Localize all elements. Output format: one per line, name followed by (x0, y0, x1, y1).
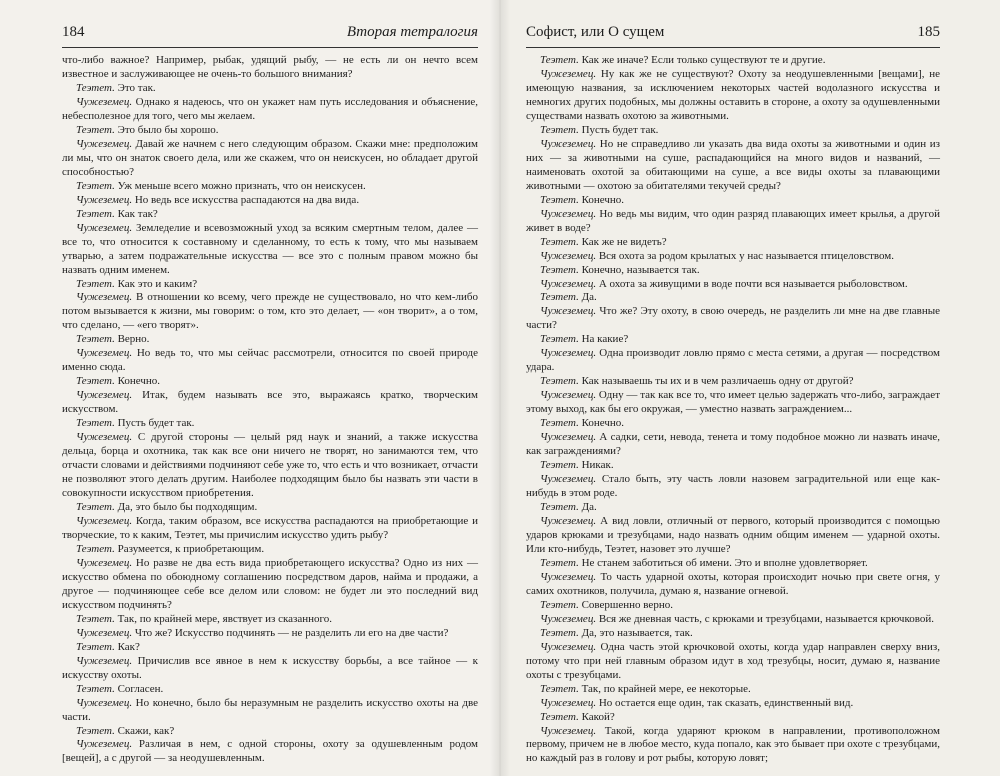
speaker-name: Чужеземец. (76, 654, 133, 667)
dialogue-paragraph (526, 389, 940, 417)
speech-text: Разумеется, к приобретающим. (117, 542, 265, 555)
dialogue-paragraph (62, 194, 478, 208)
dialogue-paragraph (526, 264, 940, 278)
speech-text: Но ведь мы видим, что один разряд плавающих имеет крылья, а другой живет в воде? (526, 207, 941, 234)
dialogue-paragraph (62, 641, 478, 655)
speech-text: Да. (581, 291, 597, 304)
dialogue-paragraph (62, 208, 478, 222)
speech-text: Конечно. (581, 193, 625, 206)
speech-text: Как называешь ты их и в чем различаешь одну от другой? (581, 375, 854, 388)
dialogue-paragraph (526, 515, 940, 557)
dialogue-paragraph (526, 697, 940, 711)
speech-text: Одну — так как все то, что имеет целью задержать что-либо, заграждает этому выход, как бы его окружая, — уместно назвать заграждением... (526, 389, 940, 416)
dialogue-paragraph (62, 389, 478, 417)
speaker-name: Теэтет. (76, 207, 115, 220)
speaker-name: Теэтет. (540, 598, 579, 611)
speaker-name: Чужеземец. (540, 277, 597, 290)
speech-text: В отношении ко всему, чего прежде не существовало, но что кем-либо потом вызывается к жизни, мы говорим: о том, кто это делает, — «он творит», а о том, что сделано, — «его творят». (62, 291, 478, 332)
speech-text: Да. (581, 501, 597, 513)
speaker-name: Чужеземец. (540, 431, 597, 444)
dialogue-paragraph (62, 655, 478, 683)
speaker-name: Чужеземец. (76, 738, 133, 751)
speaker-name: Чужеземец. (76, 193, 133, 206)
speech-text: что-либо важное? Например, рыбак, удящий рыбу, — не есть ли он нечто всем известное и заслуживающее не очень-то большого внимания? (62, 54, 478, 80)
speaker-name: Чужеземец. (76, 291, 133, 304)
dialogue-paragraph (62, 82, 478, 96)
dialogue-paragraph (526, 725, 940, 767)
dialogue-paragraph (526, 194, 940, 208)
speech-text: Однако я надеюсь, что он укажет нам путь исследования и объяснение, небесполезное для того, чего мы желаем. (62, 95, 478, 122)
right-page (500, 0, 1000, 776)
speaker-name: Теэтет. (540, 556, 579, 569)
dialogue-paragraph (62, 124, 478, 138)
speech-text: Это было бы хорошо. (117, 123, 219, 136)
speech-text: Конечно. (117, 375, 161, 388)
dialogue-paragraph (62, 431, 478, 501)
dialogue-paragraph (526, 375, 940, 389)
dialogue-paragraph (526, 291, 940, 305)
speech-text: А охота за живущими в воде почти вся называется рыболовством. (598, 277, 908, 290)
right-page-body (526, 54, 940, 766)
speech-text: Конечно, называется так. (581, 263, 700, 276)
speech-text: Давай же начнем с него следующим образом. Скажи мне: предположим ли мы, что он знаток своего дела, или же скажем, что он неискусен, но обладает другой способностью? (62, 137, 479, 178)
speech-text: Так, по крайней мере, ее некоторые. (581, 682, 751, 695)
dialogue-paragraph (62, 54, 478, 82)
speech-text: Совершенно верно. (581, 598, 673, 611)
dialogue-paragraph (526, 599, 940, 613)
speech-text: Итак, будем называть все это, выражаясь кратко, творческим искусством. (62, 389, 479, 416)
speech-text: Да, это называется, так. (581, 626, 693, 639)
dialogue-paragraph (526, 683, 940, 697)
speech-text: Вся охота за родом крылатых у нас называется птицеловством. (598, 249, 895, 262)
left-running-title: Вторая тетралогия (346, 24, 478, 40)
dialogue-paragraph (526, 459, 940, 473)
speech-text: Уж меньше всего можно признать, что он неискусен. (117, 179, 366, 192)
speaker-name: Чужеземец. (540, 137, 597, 150)
dialogue-paragraph (526, 627, 940, 641)
speech-text: С другой стороны — целый ряд наук и знаний, а также искусства дельца, борца и охотника, так как все они ничего не творят, но занимаются тем, что отчасти словами и действиями подчиняют себе уже то, что есть и что возникает, отчасти не позволяют этого делать другим. Наиболее подходящим было бы назвать эти части в совокупности искусством приобретения. (62, 431, 478, 500)
speech-text: Да, это было бы подходящим. (117, 501, 258, 513)
speech-text: Стало быть, эту часть ловли назовем заградительной или еще как-нибудь в этом роде. (526, 473, 941, 500)
speaker-name: Теэтет. (76, 724, 115, 737)
speech-text: Что же? Искусство подчинять — не разделить ли его на две части? (134, 626, 449, 639)
speech-text: Земледелие и всевозможный уход за всяким смертным телом, далее — все то, что относится к составному и сделанному, то есть к тому, что мы называем утварью, а затем подражательные искусства — все это с полным правом можно бы назвать одним именем. (62, 221, 479, 276)
dialogue-paragraph (526, 347, 940, 375)
dialogue-paragraph (526, 250, 940, 264)
speaker-name: Теэтет. (76, 501, 115, 513)
speech-text: Как же иначе? Если только существуют те и другие. (581, 54, 826, 66)
dialogue-paragraph (62, 333, 478, 347)
speaker-name: Чужеземец. (76, 514, 133, 527)
speaker-name: Теэтет. (76, 682, 115, 695)
speech-text: А садки, сети, невода, тенета и тому подобное можно ли назвать иначе, как заграждениями? (526, 431, 941, 458)
speaker-name: Чужеземец. (76, 431, 133, 444)
speech-text: То часть ударной охоты, которая происходит ночью при свете огня, у самих охотников, получила, думаю я, название огневой. (526, 570, 941, 597)
dialogue-paragraph (62, 501, 478, 515)
speech-text: Скажи, как? (117, 724, 175, 737)
speaker-name: Теэтет. (76, 640, 115, 653)
speech-text: Но остается еще один, так сказать, единственный вид. (598, 696, 854, 709)
dialogue-paragraph (62, 278, 478, 292)
speaker-name: Теэтет. (540, 682, 579, 695)
speaker-name: Теэтет. (76, 333, 115, 346)
dialogue-paragraph (526, 501, 940, 515)
speaker-name: Чужеземец. (76, 556, 133, 569)
speaker-name: Теэтет. (540, 417, 579, 430)
dialogue-paragraph (526, 333, 940, 347)
speech-text: Так, по крайней мере, явствует из сказанного. (117, 612, 333, 625)
speech-text: Как? (117, 640, 140, 653)
speaker-name: Теэтет. (540, 459, 579, 472)
speech-text: Какой? (581, 710, 615, 723)
speech-text: Не станем заботиться об имени. Это и вполне удовлетворяет. (581, 556, 868, 569)
right-page-header (526, 24, 940, 48)
speaker-name: Чужеземец. (540, 67, 597, 80)
right-page-number: 185 (917, 24, 940, 40)
speaker-name: Теэтет. (76, 179, 115, 192)
speech-text: Верно. (117, 333, 150, 346)
speech-text: Но ведь то, что мы сейчас рассмотрели, относится по своей природе именно сюда. (62, 347, 478, 374)
speech-text: Пусть будет так. (117, 417, 195, 430)
speaker-name: Чужеземец. (540, 305, 597, 318)
speaker-name: Теэтет. (540, 123, 579, 136)
speaker-name: Чужеземец. (76, 137, 133, 150)
speaker-name: Теэтет. (76, 277, 115, 290)
book-gutter (490, 0, 510, 776)
dialogue-paragraph (526, 305, 940, 333)
speaker-name: Чужеземец. (76, 221, 133, 234)
speech-text: Как это и каким? (117, 277, 198, 290)
speech-text: Согласен. (117, 682, 164, 695)
speaker-name: Теэтет. (540, 333, 579, 346)
dialogue-paragraph (62, 725, 478, 739)
dialogue-paragraph (62, 180, 478, 194)
speaker-name: Чужеземец. (540, 514, 597, 527)
speaker-name: Чужеземец. (540, 347, 597, 360)
speaker-name: Теэтет. (76, 417, 115, 430)
speaker-name: Теэтет. (76, 123, 115, 136)
speech-text: Такой, когда ударяют крюком в направлении, противоположном первому, причем не в любое место, куда попало, как это бывает при охоте с трезубцами, но каждый раз в голову и рот рыбы, которую ловят; (526, 724, 940, 765)
speech-text: Когда, таким образом, все искусства распадаются на приобретающие и творческие, то к каким, Теэтет, мы причислим искусство удить рыбу? (62, 514, 479, 541)
speaker-name: Теэтет. (76, 375, 115, 388)
dialogue-paragraph (62, 683, 478, 697)
speech-text: Конечно. (581, 417, 625, 430)
dialogue-paragraph (526, 138, 940, 194)
dialogue-paragraph (526, 124, 940, 138)
dialogue-paragraph (526, 236, 940, 250)
speech-text: На какие? (581, 333, 629, 346)
speaker-name: Теэтет. (540, 626, 579, 639)
dialogue-paragraph (526, 711, 940, 725)
speaker-name: Чужеземец. (540, 612, 597, 625)
dialogue-paragraph (526, 571, 940, 599)
dialogue-paragraph (526, 613, 940, 627)
speech-text: Пусть будет так. (581, 123, 659, 136)
speech-text: Ну как же не существуют? Охоту за неодушевленными [вещами], не имеющую названия, за исключением некоторых частей водолазного искусства и немногих других подобных, мы должны оставить в стороне, а охоту за одушевленными существами назвать охотою за животными. (526, 67, 941, 122)
right-running-title: Софист, или О сущем (526, 24, 665, 40)
speaker-name: Чужеземец. (76, 696, 133, 709)
speaker-name: Теэтет. (540, 235, 579, 248)
left-page-number: 184 (62, 24, 85, 40)
speaker-name: Чужеземец. (540, 473, 597, 486)
dialogue-paragraph (62, 96, 478, 124)
dialogue-paragraph (526, 641, 940, 683)
speaker-name: Теэтет. (540, 375, 579, 388)
dialogue-paragraph (62, 347, 478, 375)
speech-text: Но конечно, было бы неразумным не разделить искусство охоты на две части. (62, 696, 479, 723)
left-page-body (62, 54, 478, 766)
speaker-name: Теэтет. (76, 81, 115, 94)
dialogue-paragraph (526, 54, 940, 68)
speaker-name: Чужеземец. (76, 626, 133, 639)
dialogue-paragraph (62, 291, 478, 333)
speech-text: Это так. (117, 81, 156, 94)
speaker-name: Чужеземец. (540, 696, 597, 709)
speaker-name: Чужеземец. (76, 347, 133, 360)
speech-text: Причислив все явное в нем к искусству борьбы, а все тайное — к искусству охоты. (62, 654, 478, 681)
dialogue-paragraph (62, 738, 478, 766)
speaker-name: Теэтет. (76, 612, 115, 625)
speech-text: Что же? Эту охоту, в свою очередь, не разделить ли мне на две главные части? (526, 305, 941, 332)
speaker-name: Чужеземец. (76, 389, 133, 402)
speaker-name: Теэтет. (540, 193, 579, 206)
speech-text: Одна часть этой крючковой охоты, когда удар направлен сверху вниз, потому что при ней главным образом идут в ход трезубцы, носит, думаю я, название охоты с трезубцами. (526, 640, 940, 681)
speech-text: Никак. (581, 459, 614, 472)
dialogue-paragraph (62, 417, 478, 431)
dialogue-paragraph (62, 515, 478, 543)
speaker-name: Теэтет. (540, 710, 579, 723)
dialogue-paragraph (62, 138, 478, 180)
speech-text: Одна производит ловлю прямо с места сетями, а другая — посредством удара. (526, 347, 941, 374)
speech-text: Вся же дневная часть, с крюками и трезубцами, называется крючковой. (598, 612, 935, 625)
speaker-name: Теэтет. (540, 501, 579, 513)
speech-text: А вид ловли, отличный от первого, который производится с помощью ударов крюками и трезубцами, надо назвать одним общим именем — ударной охоты. Или кто-нибудь, Теэтет, назовет это лучше? (526, 514, 940, 555)
speaker-name: Теэтет. (76, 542, 115, 555)
speech-text: Но ведь все искусства распадаются на два вида. (134, 193, 360, 206)
speech-text: Как так? (117, 207, 158, 220)
speaker-name: Чужеземец. (540, 389, 597, 402)
dialogue-paragraph (526, 417, 940, 431)
speech-text: Различая в нем, с одной стороны, охоту за одушевленным родом [вещей], а с другой — за неодушевленным. (62, 738, 478, 765)
dialogue-paragraph (62, 627, 478, 641)
speech-text: Но разве не два есть вида приобретающего искусства? Одно из них — искусство обмена по обоюдному соглашению посредством даров, найма и продажи, а другое — подчиняющее себе все делом или словом: не будет ли это последний вид искусством подчинять? (62, 556, 479, 611)
dialogue-paragraph (526, 557, 940, 571)
dialogue-paragraph (526, 473, 940, 501)
speaker-name: Чужеземец. (540, 640, 597, 653)
dialogue-paragraph (62, 543, 478, 557)
speaker-name: Чужеземец. (540, 724, 597, 737)
dialogue-paragraph (526, 278, 940, 292)
speaker-name: Теэтет. (540, 291, 579, 304)
dialogue-paragraph (62, 375, 478, 389)
speaker-name: Теэтет. (540, 54, 579, 66)
dialogue-paragraph (62, 697, 478, 725)
speaker-name: Чужеземец. (540, 570, 597, 583)
dialogue-paragraph (526, 68, 940, 124)
dialogue-paragraph (62, 557, 478, 613)
speaker-name: Чужеземец. (540, 207, 597, 220)
dialogue-paragraph (62, 613, 478, 627)
left-page-header (62, 24, 478, 48)
dialogue-paragraph (526, 431, 940, 459)
dialogue-paragraph (526, 208, 940, 236)
speech-text: Как же не видеть? (581, 235, 667, 248)
speaker-name: Чужеземец. (540, 249, 597, 262)
dialogue-paragraph (62, 222, 478, 278)
speaker-name: Теэтет. (540, 263, 579, 276)
speaker-name: Чужеземец. (76, 95, 133, 108)
speech-text: Но не справедливо ли указать два вида охоты за животными и один из них — за животными на суше, распадающийся на много видов и названий, — наименовать охотой за обитающими на суше, а все виды охоты за плавающими животными — охотою за обитателями текучей среды? (526, 137, 941, 192)
